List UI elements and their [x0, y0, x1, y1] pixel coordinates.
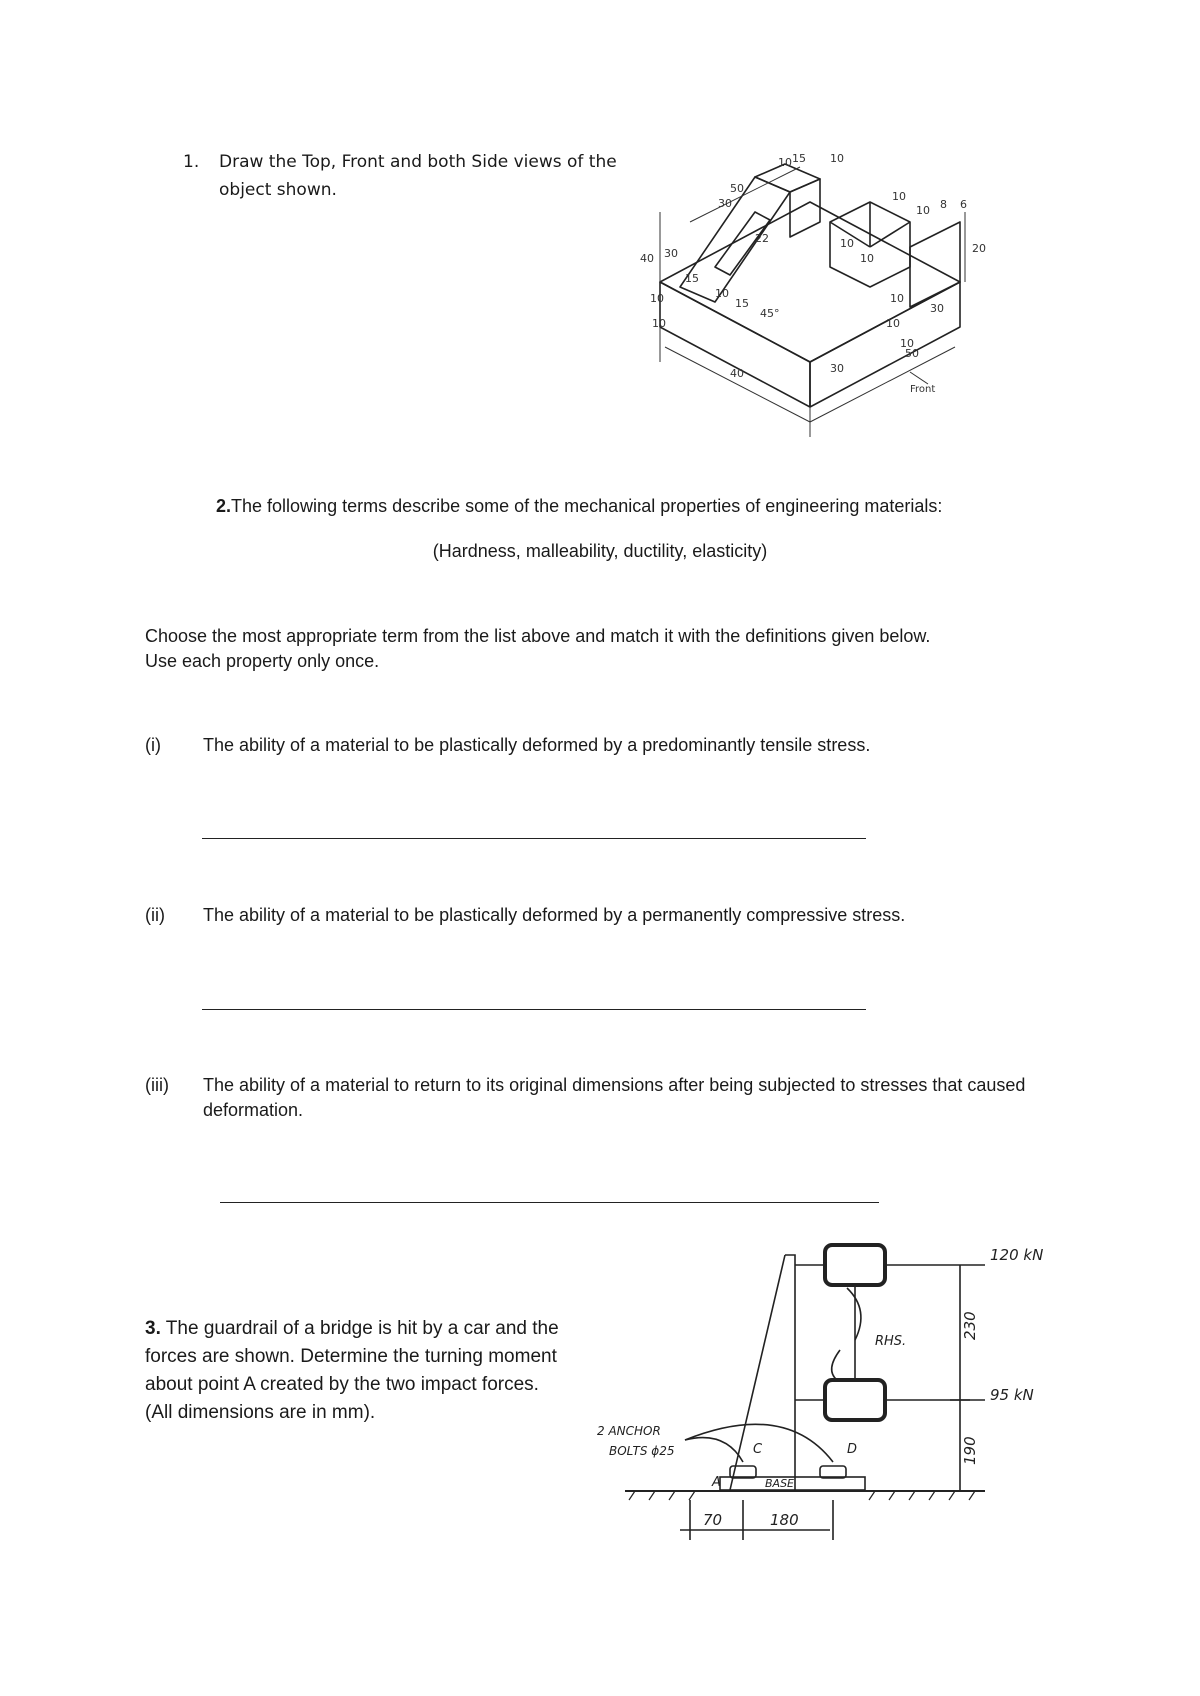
ground-hatch: [689, 1491, 695, 1500]
ground-hatch: [669, 1491, 675, 1500]
anchor-label-1: 2 ANCHOR: [597, 1424, 661, 1438]
question-1-number: 1.: [183, 152, 200, 172]
dim-15a: 15: [792, 152, 806, 165]
base-top-face: [660, 202, 960, 362]
rhs-label: RHS.: [875, 1334, 907, 1349]
answer-line-2[interactable]: [202, 1009, 866, 1010]
post-back: [785, 1255, 795, 1490]
dim-10d: 10: [916, 204, 930, 217]
dim-10k: 10: [900, 337, 914, 350]
base-label: BASE: [765, 1477, 795, 1490]
dim-10f: 10: [860, 252, 874, 265]
dim-70-label: 70: [703, 1511, 723, 1529]
definition-item-3: [145, 1073, 1045, 1128]
dim-line-front: [665, 347, 810, 422]
ground-hatch: [929, 1491, 935, 1500]
right-block-edge-3: [870, 222, 910, 247]
dim-40: 40: [640, 252, 654, 265]
dim-10j: 10: [886, 317, 900, 330]
dim-6: 6: [960, 198, 967, 211]
dim-30d: 30: [830, 362, 844, 375]
item-label: (i): [145, 735, 161, 755]
base-side-face: [810, 282, 960, 407]
step: [910, 222, 960, 307]
force-bottom-label: 95 kN: [990, 1386, 1034, 1404]
instructions: [145, 624, 1075, 674]
instruction-line-1: Choose the most appropriate term from the list above and match it with the definitions given below.: [145, 626, 931, 646]
dim-10g: 10: [890, 292, 904, 305]
dim-30c: 30: [930, 302, 944, 315]
dim-45deg: 45°: [760, 307, 780, 320]
ground-hatch: [889, 1491, 895, 1500]
dim-230: 230: [961, 1311, 979, 1340]
dim-50: 50: [730, 182, 744, 195]
point-a-label: A: [712, 1475, 721, 1490]
inclined-slab-side: [790, 179, 820, 237]
definition-item-2: [145, 903, 1045, 933]
dim-10a: 10: [778, 156, 792, 169]
dim-10h: 10: [650, 292, 664, 305]
item-label: (iii): [145, 1075, 169, 1095]
rhs-top: [825, 1245, 885, 1285]
dim-15c: 15: [735, 297, 749, 310]
front-arrow: [910, 372, 928, 384]
instruction-line-2: Use each property only once.: [145, 651, 380, 671]
terms-list: (Hardness, malleability, ductility, elasticity): [432, 541, 768, 561]
question-2-number: 2.: [216, 496, 232, 516]
dim-30a: 30: [718, 197, 732, 210]
item-label: (ii): [145, 905, 165, 925]
front-label: Front: [910, 384, 936, 395]
ground-hatch: [909, 1491, 915, 1500]
dim-50b: 50: [905, 347, 919, 360]
dim-20: 20: [972, 242, 986, 255]
question-1-text: Draw the Top, Front and both Side views of the object shown.: [219, 152, 617, 200]
ground-hatch: [969, 1491, 975, 1500]
item-definition: The ability of a material to return to its original dimensions after being subjected to stresses that caused deformation.: [203, 1075, 1026, 1120]
definition-item-1: [145, 733, 1045, 763]
dim-10b: 10: [830, 152, 844, 165]
dim-8: 8: [940, 198, 947, 211]
dim-190: 190: [961, 1436, 979, 1465]
ground-hatch: [629, 1491, 635, 1500]
question-3-number: 3.: [145, 1318, 161, 1339]
question-2-intro-text: The following terms describe some of the mechanical properties of engineering materials:: [231, 496, 943, 516]
anchor-label-2: BOLTS ϕ25: [609, 1444, 675, 1458]
ground-hatch: [649, 1491, 655, 1500]
dim-10l: 10: [652, 317, 666, 330]
dim-22: 22: [755, 232, 769, 245]
rhs-pointer: [832, 1350, 840, 1380]
anchor-pointer-c: [685, 1438, 743, 1462]
question-3: [145, 1315, 565, 1427]
item-definition: The ability of a material to be plastically deformed by a predominantly tensile stress.: [203, 735, 871, 755]
answer-line-3[interactable]: [220, 1202, 879, 1203]
dim-180-label: 180: [770, 1511, 799, 1529]
answer-line-1[interactable]: [202, 838, 866, 839]
point-d-label: D: [847, 1442, 858, 1457]
force-top-label: 120 kN: [990, 1246, 1044, 1264]
question-2-intro: [216, 496, 942, 517]
item-definition: The ability of a material to be plastically deformed by a permanently compressive stress.: [203, 905, 906, 925]
point-c-label: C: [753, 1442, 763, 1457]
dim-10i: 10: [715, 287, 729, 300]
question-3-text: The guardrail of a bridge is hit by a car and the forces are shown. Determine the turning moment about point A created by the two impact forces. (All dimensions are in mm).: [145, 1318, 559, 1423]
bolt-d: [820, 1466, 846, 1478]
rhs-bottom: [825, 1380, 885, 1420]
ground-hatch: [869, 1491, 875, 1500]
rhs-pointer-2: [847, 1288, 861, 1340]
isometric-drawing: [640, 152, 1020, 442]
dim-line-top: [690, 167, 800, 222]
dim-10e: 10: [840, 237, 854, 250]
ground-hatch: [949, 1491, 955, 1500]
dim-40b: 40: [730, 367, 744, 380]
dim-30b: 30: [664, 247, 678, 260]
dim-10c: 10: [892, 190, 906, 203]
guardrail-diagram: [585, 1240, 1085, 1570]
dim-15b: 15: [685, 272, 699, 285]
